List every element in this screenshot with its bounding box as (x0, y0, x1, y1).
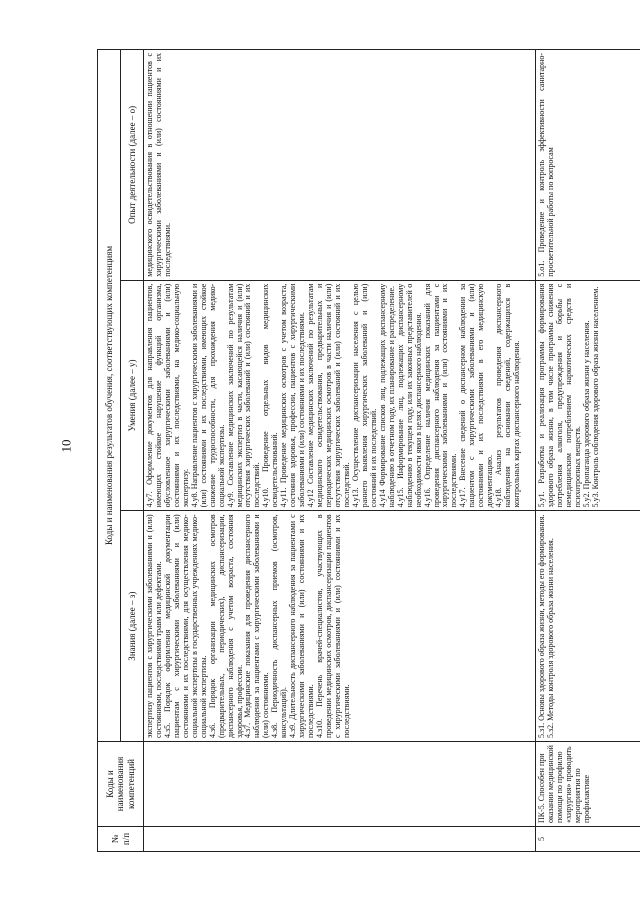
row5-code: ПК-5. Способен при оказании медицинской помощи по профилю «хирургия» проводить мероприятия по профилактике (536, 742, 640, 827)
list-item: 5.о1. Проведение и контроль эффективности санитарно-просветительной работы по вопросам (537, 53, 555, 277)
row5-skills-cell (536, 280, 640, 511)
list-item: 5.з2. Методы контроля здорового образа жизни населения. (545, 538, 555, 738)
competencies-table (97, 49, 640, 852)
row5-knowledge-cell (536, 511, 640, 742)
list-item: 5.з1. Основы здорового образа жизни, методы его формирования. (537, 514, 546, 738)
list-item: 4.у13. Осуществление диспансеризации населения с целью раннего выявления хирургических заболеваний и (или) состояний и их последствий. (350, 283, 378, 508)
list-item: 5.у1. Разработка и реализация программы формирования здорового образа жизни, в том числе программы снижения потребления алкоголя, предупреждения и борьбы с немедицинским потреблением наркотических средств и психотропных веществ. (537, 283, 582, 508)
list-item: 4.з7. Медицинские показания для проведения диспансерного наблюдения за пациентами с хирургическими заболеваниями и (или) состояниями. (243, 514, 271, 738)
cont-code-cell (144, 742, 536, 827)
list-item: 4.у18. Анализ результатов проведения диспансерного наблюдения на основании сведений, содержащихся в контрольных картах диспансерного наблюдения. (494, 283, 522, 508)
header-knowledge: Знания (далее – з) (121, 511, 144, 742)
list-item: 4.у17. Внесение сведений о диспансерном наблюдении за пациентом с хирургическими заболеваниями и (или) состояниями и их последствиями в его медицинскую документацию. (458, 283, 495, 508)
list-item: 4.з9. Длительность диспансерного наблюдения за пациентами с хирургическими заболеваниями и (или) состояниями и их последствиями. (288, 514, 316, 738)
list-item: 4.у14 Формирование списков лиц, подлежащих диспансерному наблюдению в отчетном году, их планирование и распределение. (377, 283, 396, 508)
cont-num-cell (144, 827, 536, 852)
header-num: № п/п (98, 827, 144, 852)
row5-num: 5 (536, 827, 640, 852)
row5-experience-cell (536, 50, 640, 281)
cont-experience-cell (144, 50, 536, 281)
list-item: 4.у15. Информирование лиц, подлежащих диспансерному наблюдению в текущем году, или их законных представителей о необходимости явки в целях диспансерного наблюдения. (395, 283, 423, 508)
list-item: 4.у10. Проведение отдельных видов медицинских освидетельствований. (261, 283, 280, 508)
list-item: 4.з8. Периодичность диспансерных приемов (осмотров, консультаций). (270, 514, 289, 738)
header-code: Коды и наименования компетенций (98, 742, 144, 827)
table-row (144, 50, 536, 852)
list-item: 5.у3. Контроль соблюдения здорового образа жизни населением. (590, 286, 600, 508)
list-item: 4.у8. Направление пациентов с хирургическими заболеваниями и (или) состояниями и их последствиями, имеющих стойкое снижение трудоспособности, для прохождения медико-социальной экспертизы. (189, 283, 226, 508)
cont-skills-cell (144, 280, 536, 511)
list-item: 4.у12 Составление медицинских заключений по результатам медицинского освидетельствования, предварительных и периодических медицинских осмотров в части наличия и (или) отсутствия хирургических заболеваний и (или) состояний и их последствий. (306, 283, 351, 508)
list-item: 4.з5. Порядок оформления медицинской документации пациентам с хирургическими заболеваниями и (или) состояниями и их последствиями, для осуществления медико-социальной экспертизы в государственных учреждениях медико-социальной экспертизы. (162, 514, 208, 738)
list-item: 4.з10. Перечень врачей-специалистов, участвующих в проведении медицинских осмотров, диспансеризации пациентов с хирургическими заболеваниями и (или) состояниями и их последствиями. (315, 514, 351, 738)
list-item: экспертизу пациентов с хирургическими заболеваниями и (или) состояниями, последствиями травм или дефектами. (145, 514, 163, 738)
header-experience: Опыт деятельности (далее – о) (121, 50, 144, 281)
list-item: медицинского освидетельствования в отношении пациентов с хирургическими заболеваниями и (или) состояниями и их последствиями. (145, 53, 172, 277)
header-results-group: Коды и наименования результатов обучения, соответствующих компетенциям (98, 50, 121, 742)
cont-knowledge-cell (144, 511, 536, 742)
table-row (536, 50, 640, 852)
rotated-document (97, 49, 640, 852)
list-item: 5.у2. Пропаганда здорового образа жизни у населения. (581, 320, 591, 508)
list-item: 4.у16. Определение наличия медицинских показаний для проведения диспансерного наблюдения за пациентами с хирургическими заболеваниями и (или) состояниями и их последствиями. (422, 283, 459, 508)
list-item: 4.з6. Порядок организации медицинских осмотров (предварительных, периодических), диспансеризации, диспансерного наблюдения с учетом возраста, состояния здоровья, профессии. (207, 514, 244, 738)
page-number: 10 (58, 439, 74, 453)
list-item: 4.у7. Оформление документов для направления пациентов, имеющих стойкое нарушение функций организма, обусловленное хирургическими заболеваниями и (или) состояниями и их последствиями, на медико-социальную экспертизу. (145, 283, 190, 508)
header-skills: Умения (далее – у) (121, 280, 144, 511)
list-item: 4.у9. Составление медицинских заключений по результатам медицинских экспертиз в части, касающейся наличия и (или) отсутствия хирургических заболеваний и (или) состояний и их последствий. (225, 283, 262, 508)
list-item: 4.у11. Проведение медицинских осмотров с учетом возраста, состояния здоровья, профессии, пациентов с хирургическими заболеваниями и (или) состояниями и их последствиями. (279, 283, 307, 508)
